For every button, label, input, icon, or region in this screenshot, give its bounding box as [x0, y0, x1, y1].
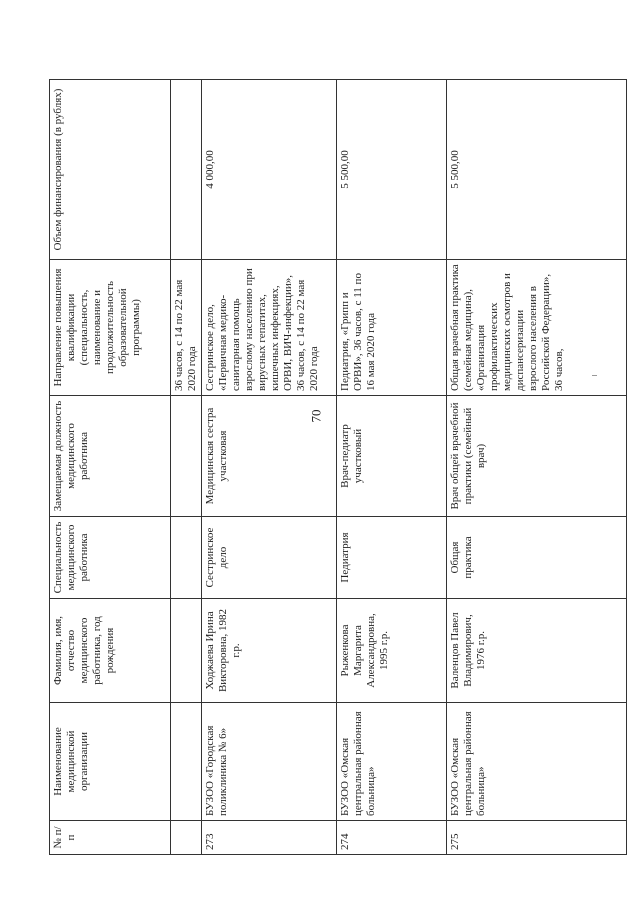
row-pos: Врач-педиатр участковый: [337, 396, 447, 517]
rotated-table-container: [49, 80, 631, 855]
row-name: Рыженкова Маргарита Александровна, 1995 г.р.: [337, 599, 447, 703]
row-dir: Педиатрия, «Грипп и ОРВИ», 36 часов, с 11 по 16 мая 2020 года: [337, 260, 447, 396]
table-row: [337, 80, 447, 855]
header-num: № п/п: [50, 821, 171, 855]
row-num: 273: [202, 821, 337, 855]
continuation-cell: [171, 517, 202, 599]
continuation-row: [171, 80, 202, 855]
table-row: [202, 80, 337, 855]
row-num: 275: [447, 821, 627, 855]
continuation-dir: 36 часов, с 14 по 22 мая 2020 года: [171, 260, 202, 396]
continuation-cell: [171, 80, 202, 260]
row-num: 274: [337, 821, 447, 855]
row-name: Ходжаева Ирина Викторовна, 1982 г.р.: [202, 599, 337, 703]
continuation-cell: [171, 703, 202, 821]
header-org: Наименование медицинской организации: [50, 703, 171, 821]
row-fin: 4 000,00: [202, 80, 337, 260]
row-fin: 5 500,00: [447, 80, 627, 260]
continuation-cell: [171, 396, 202, 517]
header-fin: Объем финансирования (в рублях): [50, 80, 171, 260]
header-spec: Специальность медицинского работника: [50, 517, 171, 599]
row-spec: Общая практика: [447, 517, 627, 599]
continuation-cell: [171, 599, 202, 703]
table-row: [447, 80, 627, 855]
row-pos: Врач общей врачебной практики (семейный врач): [447, 396, 627, 517]
row-name: Валенцов Павел Владимирович, 1976 г.р.: [447, 599, 627, 703]
row-pos: Медицинская сестра участковая: [202, 396, 337, 517]
header-row: [50, 80, 171, 855]
training-registry-table: [49, 79, 627, 855]
row-org: БУЗОО «Омская центральная районная больница»: [337, 703, 447, 821]
row-fin: 5 500,00: [337, 80, 447, 260]
page-number: 70: [308, 409, 324, 423]
row-spec: Педиатрия: [337, 517, 447, 599]
header-name: Фамилия, имя, отчество медицинского работника, год рождения: [50, 599, 171, 703]
row-spec: Сестринское дело: [202, 517, 337, 599]
header-dir: Направление повышения квалификации (специальность, наименование и продолжительность образовательной программы): [50, 260, 171, 396]
row-dir: Сестринское дело, «Первичная медико-санитарная помощь взрослому населению при вирусных гепатитах, кишечных инфекциях, ОРВИ, ВИЧ-инфекции», 36 часов, с 14 по 22 мая 2020 года: [202, 260, 337, 396]
row-org: БУЗОО «Омская центральная районная больница»: [447, 703, 627, 821]
row-org: БУЗОО «Городская поликлиника № 6»: [202, 703, 337, 821]
scan-speck: [592, 375, 597, 376]
header-pos: Замещаемая должность медицинского работника: [50, 396, 171, 517]
continuation-cell: [171, 821, 202, 855]
row-dir: Общая врачебная практика (семейная медицина), «Организация профилактических медицинских осмотров и диспансеризации взрослого населения в Российской Федерации», 36 часов,: [447, 260, 627, 396]
